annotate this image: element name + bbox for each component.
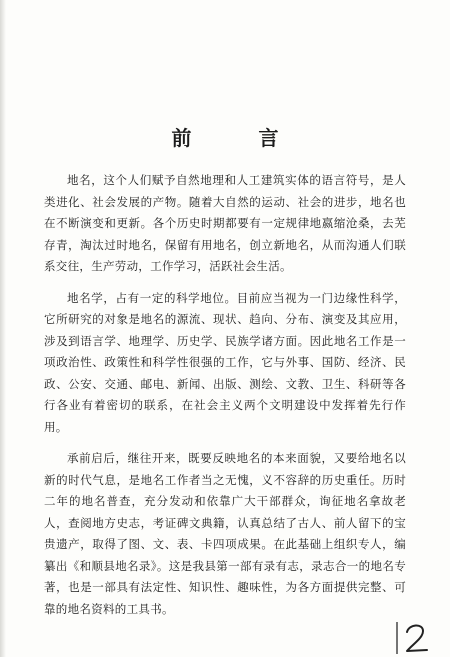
page-edge-shadow bbox=[0, 0, 6, 657]
body-text bbox=[44, 170, 406, 630]
paragraph-1: 地名，这个人们赋予自然地理和人工建筑实体的语言符号，是人类进化、社会发展的产物。随着大自然的运动、社会的进步，地名也在不断演变和更新。各个历史时期都要有一定规律地嬴缩沧桑，去芜存青，淘汰过时地名，保留有用地名，创立新地名，从而沟通人们联系交往，生产劳动，工作学习，活跃社会生活。 bbox=[44, 173, 406, 273]
paragraph-3: 承前启后，继往开来，既要反映地名的本来面貌，又要给地名以新的时代气息，是地名工作者当之无愧，义不容辞的历史重任。历时二年的地名普查，充分发动和依靠广大干部群众，询征地名拿故老人，查阅地方史志，考证碑文典籍，认真总结了古人、前人留下的宝贵遗产，取得了图、文、表、卡四项成果。在此基础上组织专人，编纂出《和顺县地名录》。这是我县第一部有录有志，录志合一的地名专著，也是一部具有法定性、知识性、趣味性，为各方面提供完整、可靠的地名资料的工具书。 bbox=[44, 451, 406, 616]
paragraph-2: 地名学，占有一定的科学地位。目前应当视为一门边缘性科学，它所研究的对象是地名的源流、现状、趋向、分布、演变及其应用，涉及到语言学、地理学、历史学、民族学诸方面。因此地名工作是一项政治性、政策性和科学性很强的工作，它与外事、国防、经济、民政、公安、交通、邮电、新闻、出版、测绘、文教、卫生、科研等各行各业有着密切的联系，在社会主义两个文明建设中发挥着先行作用。 bbox=[44, 290, 406, 434]
page-title: 前 言 bbox=[171, 126, 309, 150]
handwritten-page-number bbox=[393, 620, 443, 656]
page-number-glyph bbox=[407, 625, 427, 651]
